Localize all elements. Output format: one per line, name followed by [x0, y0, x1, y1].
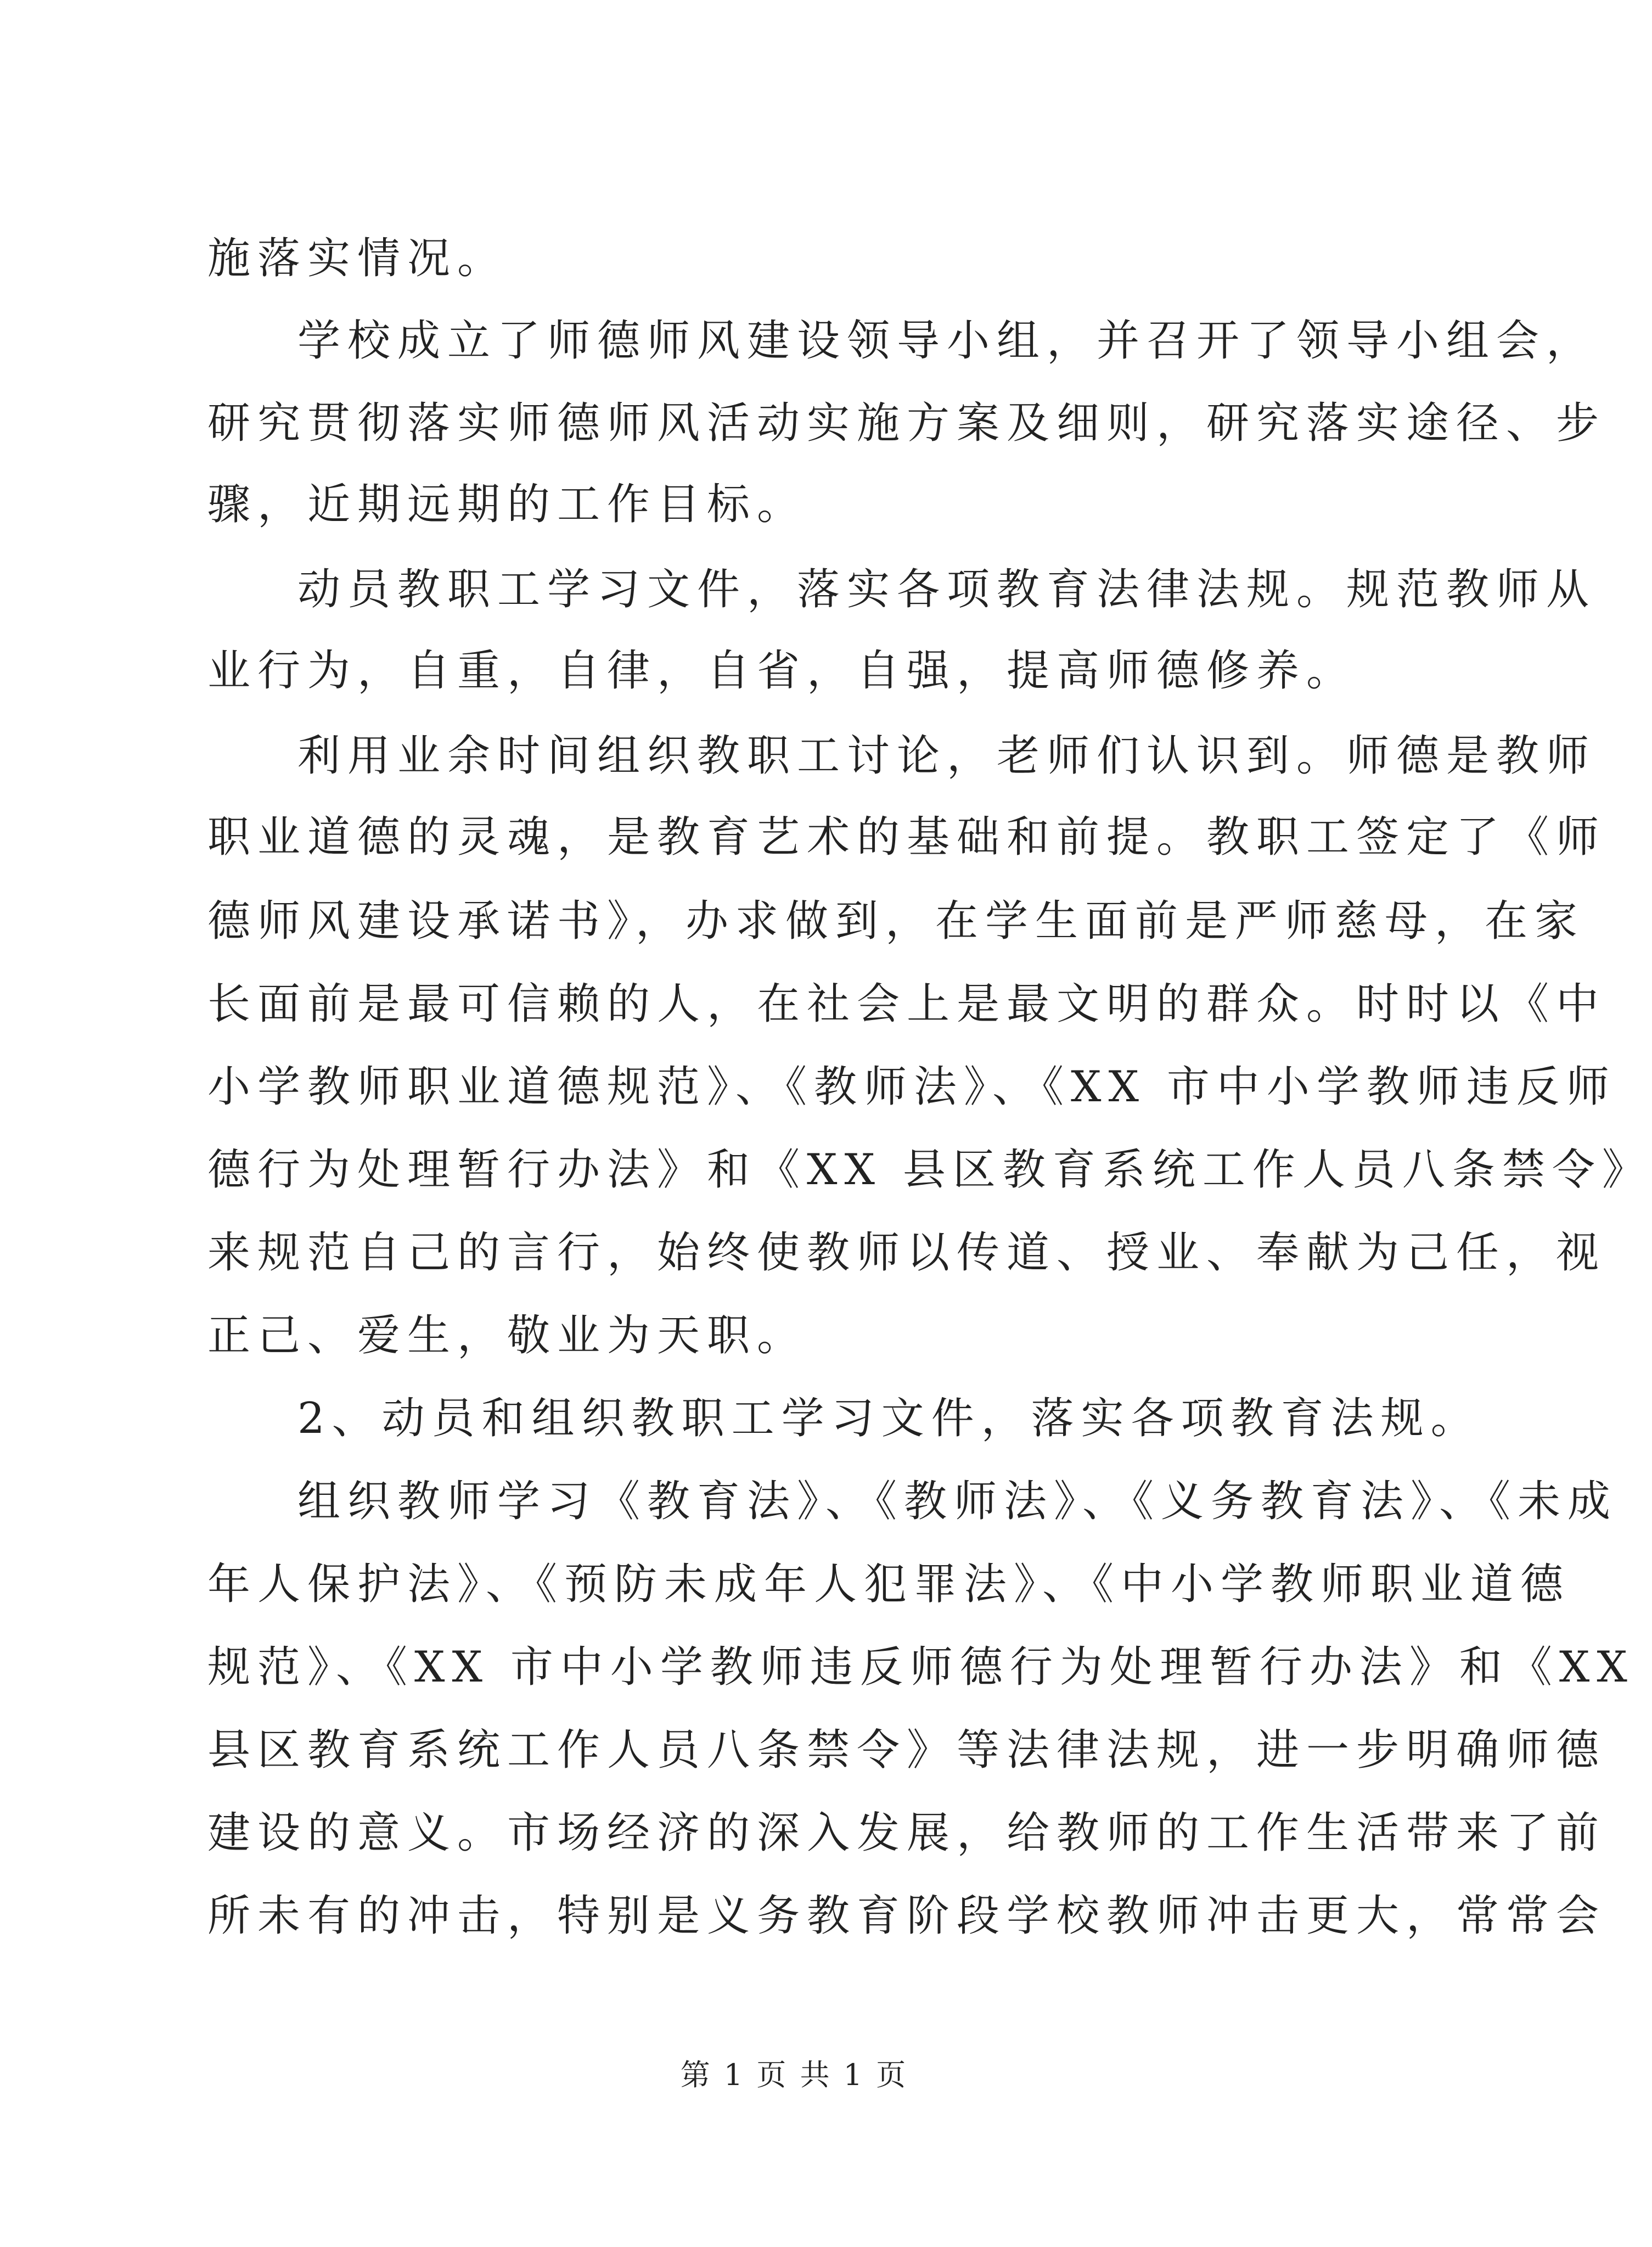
text-line-20: 建设的意义。市场经济的深入发展，给教师的工作生活带来了前 — [207, 1808, 1606, 1858]
text-line-15: 2、动员和组织教职工学习文件，落实各项教育法规。 — [297, 1394, 1481, 1443]
text-line-12: 德行为处理暂行办法》和《XX 县区教育系统工作人员八条禁令》 — [207, 1145, 1652, 1195]
text-line-7: 利用业余时间组织教职工讨论，老师们认识到。师德是教师 — [297, 731, 1597, 781]
text-line-14: 正己、爱生，敬业为天职。 — [207, 1311, 807, 1360]
text-line-5: 动员教职工学习文件，落实各项教育法律法规。规范教师从 — [297, 565, 1597, 614]
text-line-11: 小学教师职业道德规范》、《教师法》、《XX 市中小学教师违反师 — [207, 1062, 1616, 1112]
text-line-19: 县区教育系统工作人员八条禁令》等法律法规，进一步明确师德 — [207, 1725, 1606, 1775]
text-line-18: 规范》、《XX 市中小学教师违反师德行为处理暂行办法》和《XX — [207, 1643, 1634, 1692]
text-line-21: 所未有的冲击，特别是义务教育阶段学校教师冲击更大，常常会 — [207, 1891, 1606, 1941]
text-line-1: 施落实情况。 — [207, 234, 508, 283]
text-line-8: 职业道德的灵魂，是教育艺术的基础和前提。教职工签定了《师 — [207, 812, 1606, 862]
text-line-16: 组织教师学习《教育法》、《教师法》、《义务教育法》、《未成 — [297, 1477, 1618, 1526]
text-line-4: 骤，近期远期的工作目标。 — [207, 480, 807, 529]
text-line-10: 长面前是最可信赖的人，在社会上是最文明的群众。时时以《中 — [207, 979, 1606, 1029]
page-footer: 第 1 页 共 1 页 — [680, 2058, 908, 2092]
text-line-6: 业行为，自重，自律，自省，自强，提高师德修养。 — [207, 646, 1357, 696]
text-line-3: 研究贯彻落实师德师风活动实施方案及细则，研究落实途径、步 — [207, 399, 1606, 448]
text-line-17: 年人保护法》、《预防未成年人犯罪法》、《中小学教师职业道德 — [207, 1560, 1571, 1609]
text-line-2: 学校成立了师德师风建设领导小组，并召开了领导小组会， — [297, 316, 1597, 366]
text-line-9: 德师风建设承诺书》，办求做到，在学生面前是严师慈母，在家 — [207, 896, 1585, 946]
text-line-13: 来规范自己的言行，始终使教师以传道、授业、奉献为己任，视 — [207, 1228, 1606, 1277]
